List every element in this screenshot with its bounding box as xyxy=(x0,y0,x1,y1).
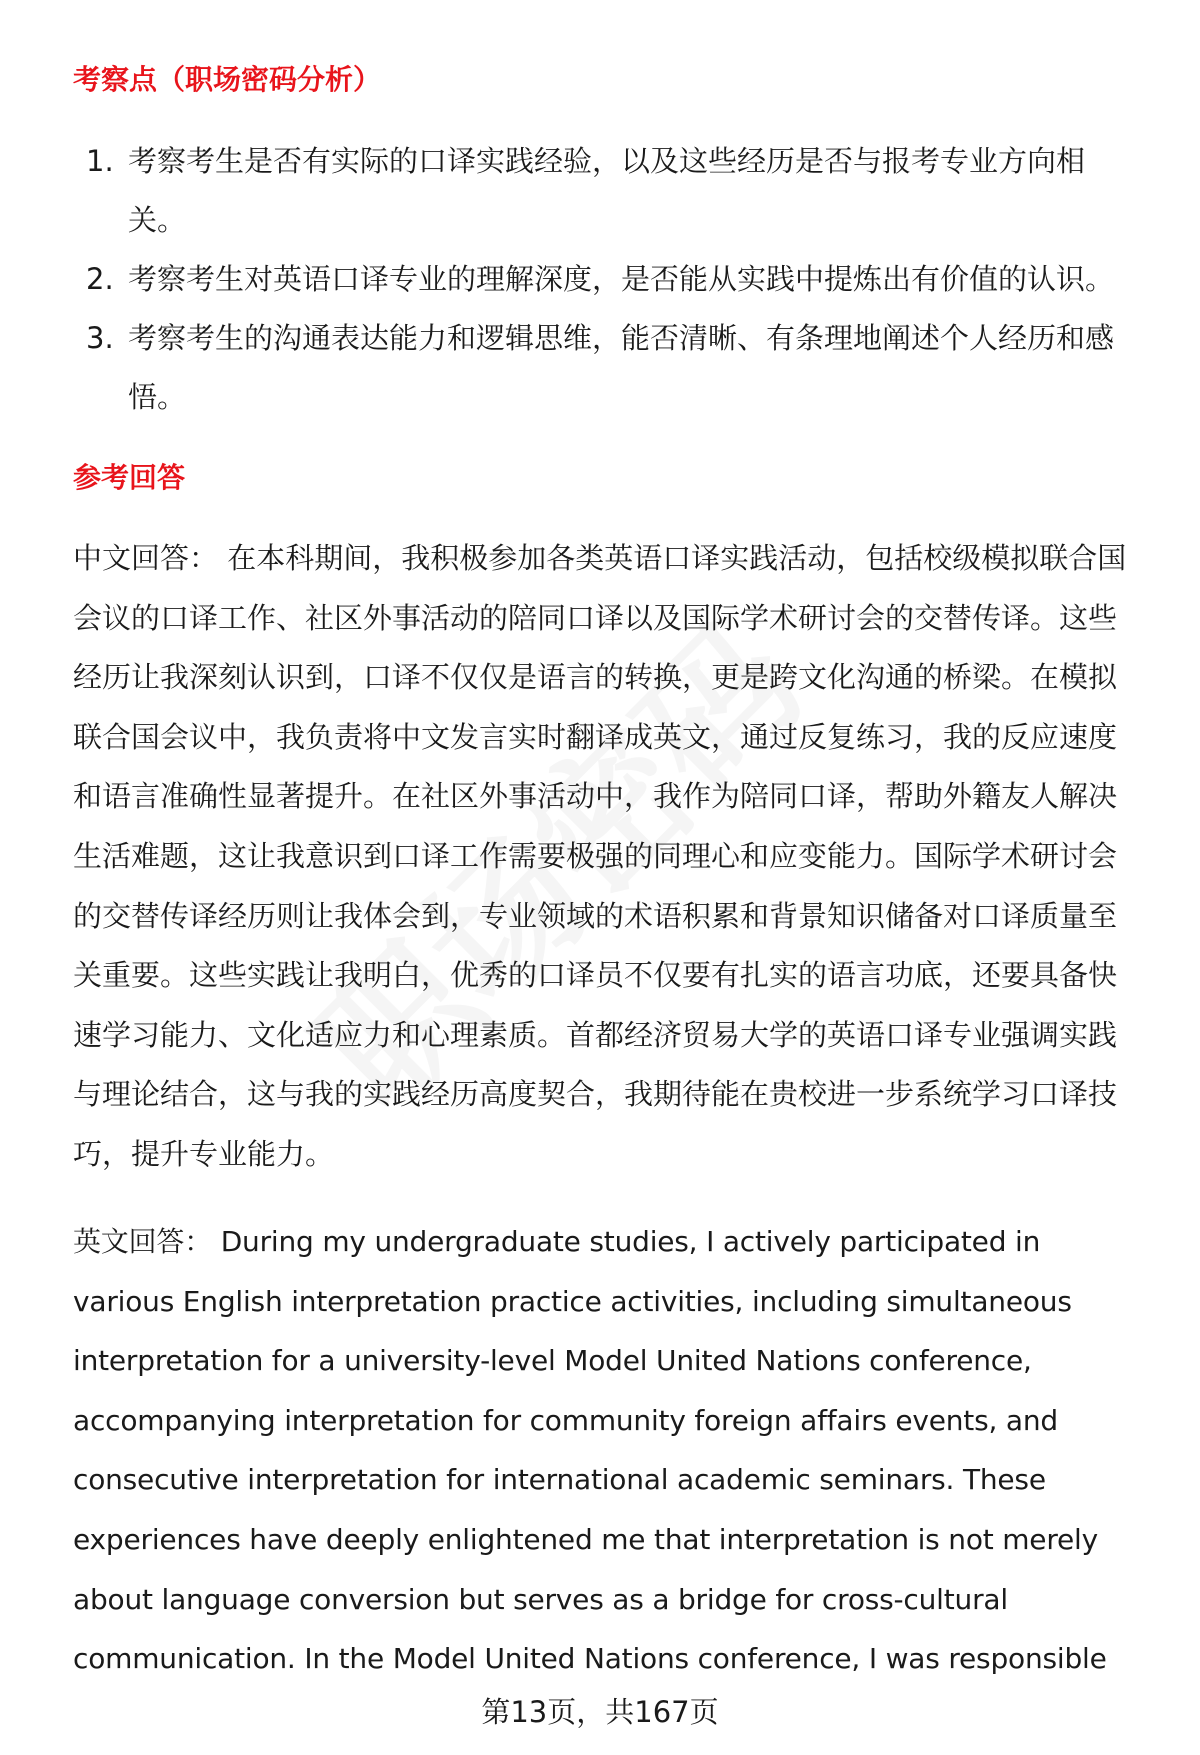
paragraph-line: 生活难题，这让我意识到口译工作需要极强的同理心和应变能力。国际学术研讨会 xyxy=(73,839,1118,873)
paragraph-line: various English interpretation practice activities, including simultaneous xyxy=(73,1284,1072,1318)
list-number: 1. xyxy=(86,144,114,178)
section-heading-exam-points: 考察点（职场密码分析） xyxy=(73,63,382,96)
paragraph-line: 英文回答： During my undergraduate studies, I actively participated in xyxy=(73,1225,1041,1258)
paragraph-line: accompanying interpretation for community foreign affairs events, and xyxy=(73,1403,1058,1437)
list-number: 3. xyxy=(86,321,114,355)
paragraph-line: 中文回答： 在本科期间，我积极参加各类英语口译实践活动，包括校级模拟联合国 xyxy=(73,541,1127,575)
paragraph-line: communication. In the Model United Nations conference, I was responsible xyxy=(73,1642,1107,1676)
paragraph-line: consecutive interpretation for international academic seminars. These xyxy=(73,1463,1046,1497)
paragraph-line: experiences have deeply enlightened me that interpretation is not merely xyxy=(73,1523,1099,1556)
paragraph-line: 关重要。这些实践让我明白，优秀的口译员不仅要有扎实的语言功底，还要具备快 xyxy=(73,958,1118,993)
paragraph-line: 经历让我深刻认识到，口译不仅仅是语言的转换，更是跨文化沟通的桥梁。在模拟 xyxy=(73,660,1118,695)
paragraph-line: 和语言准确性显著提升。在社区外事活动中，我作为陪同口译，帮助外籍友人解决 xyxy=(73,779,1118,814)
section-heading-reference-answer: 参考回答 xyxy=(73,461,186,494)
paragraph-line: 巧，提升专业能力。 xyxy=(73,1137,335,1171)
paragraph-line: 联合国会议中，我负责将中文发言实时翻译成英文，通过反复练习，我的反应速度 xyxy=(73,719,1118,754)
paragraph-line: about language conversion but serves as a bridge for cross-cultural xyxy=(73,1582,1008,1616)
list-number: 2. xyxy=(86,262,114,296)
list-item-text: 考察考生是否有实际的口译实践经验，以及这些经历是否与报考专业方向相 xyxy=(128,144,1086,178)
paragraph-line: 会议的口译工作、社区外事活动的陪同口译以及国际学术研讨会的交替传译。这些 xyxy=(73,600,1118,635)
paragraph-line: 速学习能力、文化适应力和心理素质。首都经济贸易大学的英语口译专业强调实践 xyxy=(73,1017,1118,1052)
paragraph-line: interpretation for a university-level Model United Nations conference, xyxy=(73,1344,1032,1378)
paragraph-line: 与理论结合，这与我的实践经历高度契合，我期待能在贵校进一步系统学习口译技 xyxy=(73,1077,1118,1112)
list-item-text: 考察考生的沟通表达能力和逻辑思维，能否清晰、有条理地阐述个人经历和感 xyxy=(128,321,1115,355)
list-item-text: 关。 xyxy=(128,203,187,237)
paragraph-line: 的交替传译经历则让我体会到，专业领域的术语积累和背景知识储备对口译质量至 xyxy=(73,898,1118,933)
page-number: 第13页，共167页 xyxy=(481,1695,719,1729)
list-item-text: 考察考生对英语口译专业的理解深度，是否能从实践中提炼出有价值的认识。 xyxy=(128,262,1115,296)
list-item-text: 悟。 xyxy=(128,380,187,414)
